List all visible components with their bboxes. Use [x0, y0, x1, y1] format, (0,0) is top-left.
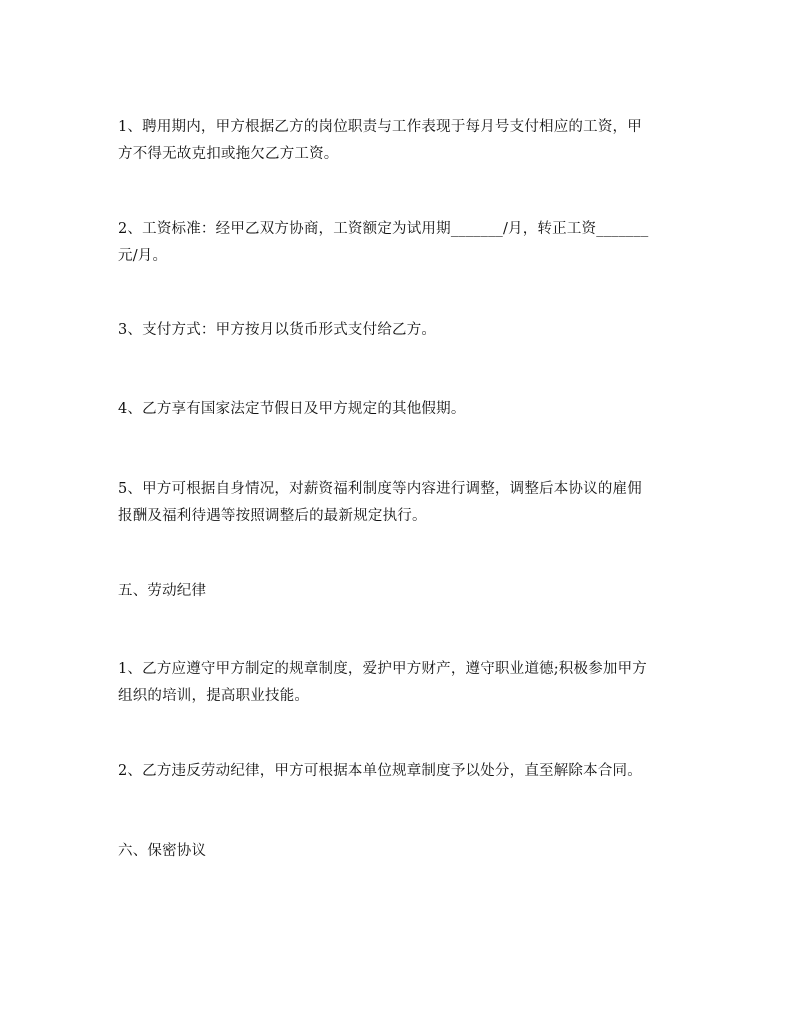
text-line: 方不得无故克扣或拖欠乙方工资。 — [118, 146, 339, 162]
wage-clause-5 — [118, 476, 686, 530]
discipline-clause-2 — [118, 758, 686, 785]
text-line: 2、工资标准：经甲乙双方协商，工资额定为试用期_______/月，转正工资_______ — [118, 221, 649, 237]
wage-clause-1 — [118, 114, 686, 168]
section-heading: 六、保密协议 — [118, 843, 207, 859]
text-line: 报酬及福利待遇等按照调整后的最新规定执行。 — [118, 508, 427, 524]
text-line: 2、乙方违反劳动纪律，甲方可根据本单位规章制度予以处分，直至解除本合同。 — [118, 763, 642, 779]
text-line: 元/月。 — [118, 248, 168, 264]
text-line: 5、甲方可根据自身情况，对薪资福利制度等内容进行调整，调整后本协议的雇佣 — [118, 481, 642, 497]
text-line: 1、乙方应遵守甲方制定的规章制度，爱护甲方财产，遵守职业道德;积极参加甲方 — [118, 661, 648, 677]
section-heading-confidentiality — [118, 838, 686, 865]
text-line: 3、支付方式：甲方按月以货币形式支付给乙方。 — [118, 322, 437, 338]
text-line: 1、聘用期内，甲方根据乙方的岗位职责与工作表现于每月号支付相应的工资，甲 — [118, 119, 642, 135]
section-heading: 五、劳动纪律 — [118, 583, 207, 599]
text-line: 组织的培训，提高职业技能。 — [118, 688, 310, 704]
wage-clause-4 — [118, 396, 686, 423]
wage-clause-3 — [118, 317, 686, 344]
section-heading-labor-discipline — [118, 578, 686, 605]
discipline-clause-1 — [118, 656, 686, 710]
text-line: 4、乙方享有国家法定节假日及甲方规定的其他假期。 — [118, 401, 466, 417]
wage-clause-2 — [118, 216, 686, 270]
